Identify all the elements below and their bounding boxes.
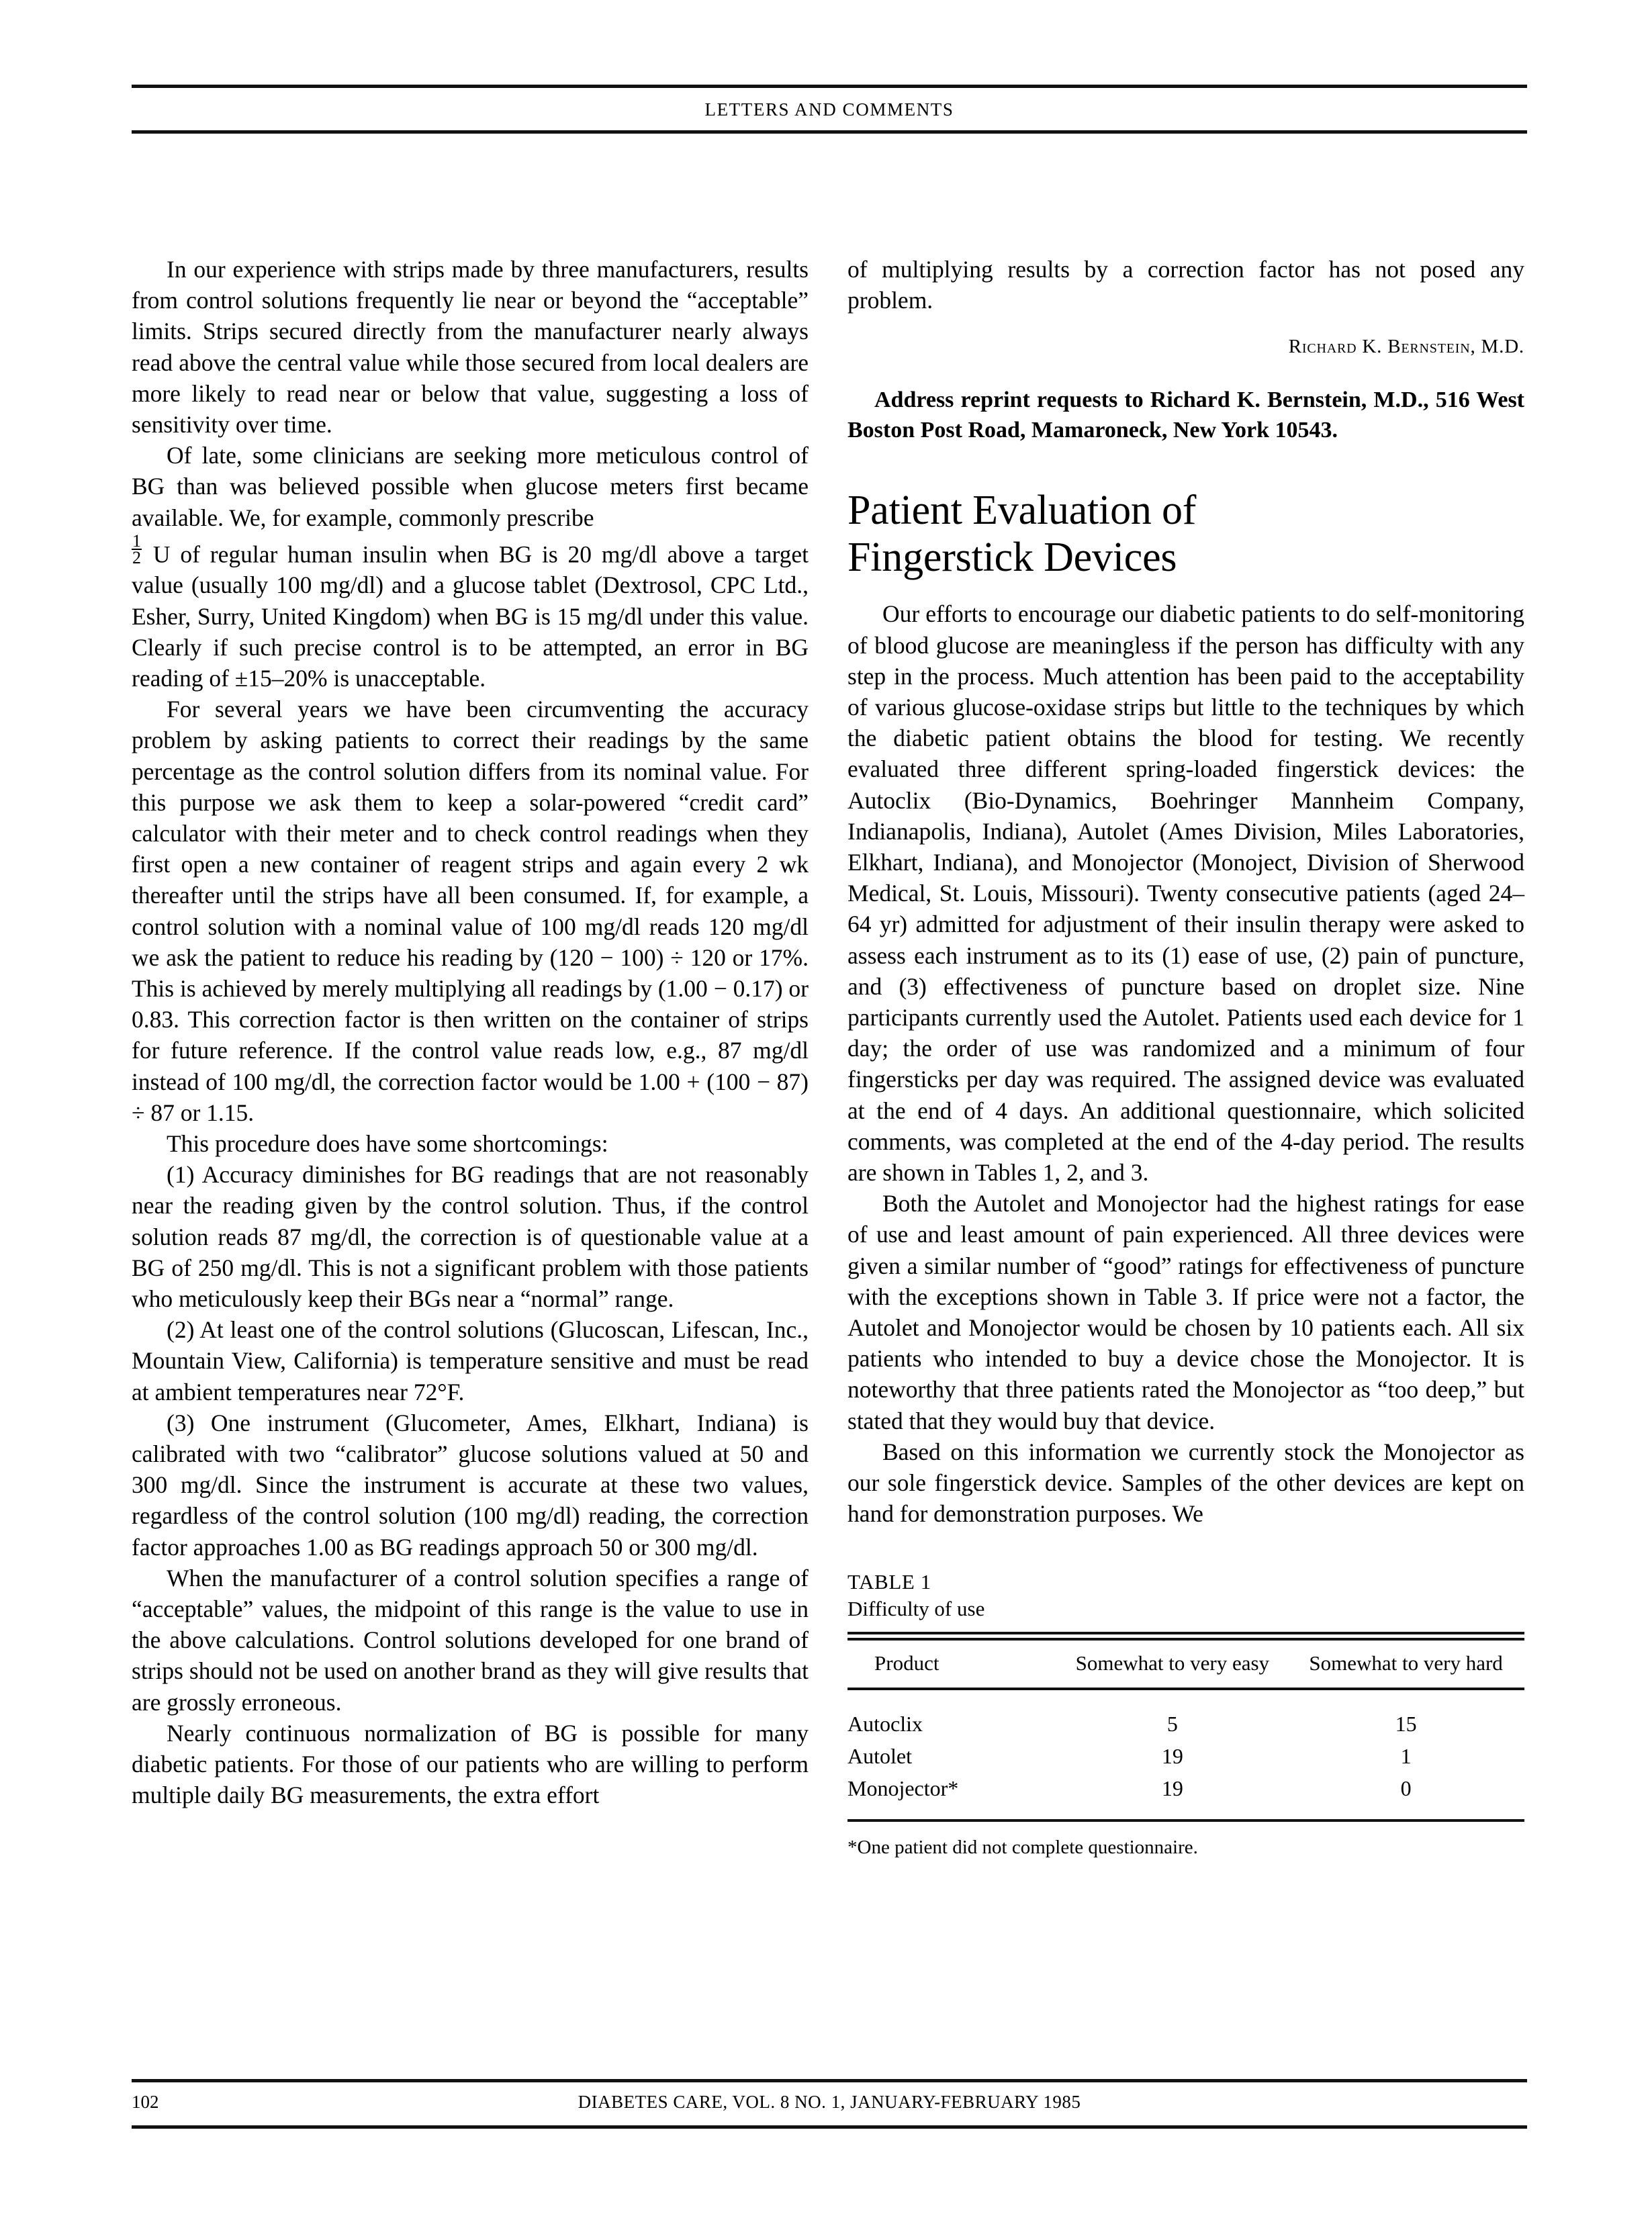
author-signature: Richard K. Bernstein, M.D. bbox=[1288, 336, 1524, 358]
table-row bbox=[847, 1740, 1524, 1772]
table-spacer bbox=[847, 1690, 1524, 1708]
running-head bbox=[132, 85, 1527, 134]
cell-hard: 15 bbox=[1395, 1711, 1417, 1736]
paragraph-with-fraction bbox=[132, 530, 809, 694]
running-head-rule-bottom bbox=[132, 130, 1527, 134]
fraction-numerator: 1 bbox=[132, 530, 141, 551]
reprint-address: Address reprint requests to Richard K. Bernstein, M.D., 516 West Boston Post Road, Mamaroneck, New York 10543. bbox=[847, 387, 1524, 443]
paragraph-text: U of regular human insulin when BG is 20 mg/dl above a target value (usually 100 mg/dl) and a glucose tablet (Dextrosol, CPC Ltd., Esher, Surry, United Kingdom) when BG is 15 mg/dl under this value. Clearly if such precise control is to be attempted, an error in BG reading of ±15–20% is unacceptable. bbox=[132, 541, 809, 692]
paragraph: (1) Accuracy diminishes for BG readings that are not reasonably near the reading given by the control solution. Thus, if the control solution reads 87 mg/dl, the correction is of questionable value at a BG of 250 mg/dl. This is not a significant problem with those patients who meticulously keep their BGs near a “normal” range. bbox=[132, 1161, 809, 1313]
column-header-product: Product bbox=[874, 1651, 939, 1675]
journal-citation: DIABETES CARE, VOL. 8 NO. 1, JANUARY-FEBRUARY 1985 bbox=[578, 2092, 1081, 2112]
paragraph: When the manufacturer of a control solution specifies a range of “acceptable” values, the midpoint of this range is the value to use in the above calculations. Control solutions developed for one brand of strips should not be used on another brand as they will give results that are grossly erroneous. bbox=[132, 1564, 809, 1716]
left-column bbox=[132, 254, 809, 1810]
fraction-denominator: 2 bbox=[132, 548, 141, 568]
table-number: TABLE 1 bbox=[847, 1569, 931, 1594]
page-footer bbox=[132, 2079, 1527, 2129]
table-header-row bbox=[847, 1641, 1524, 1688]
paragraph: In our experience with strips made by three manufacturers, results from control solutions frequently lie near or beyond the “acceptable” limits. Strips secured directly from the manufacturer nearly always read above the central value while those secured from local dealers are more likely to read near or below that value, suggesting a loss of sensitivity over time. bbox=[132, 256, 809, 438]
paragraph: Nearly continuous normalization of BG is possible for many diabetic patients. For those of our patients who are willing to perform multiple daily BG measurements, the extra effort bbox=[132, 1719, 809, 1809]
paragraph-text: Of late, some clinicians are seeking more meticulous control of BG than was believed possible when glucose meters first became available. We, for example, commonly prescribe bbox=[132, 442, 809, 531]
paragraph: Based on this information we currently stock the Monojector as our sole fingerstick device. Samples of the other devices are kept on hand for demonstration purposes. We bbox=[847, 1438, 1524, 1528]
cell-product: Monojector* bbox=[847, 1775, 959, 1800]
column-header-hard: Somewhat to very hard bbox=[1309, 1651, 1503, 1675]
table-rule-bottom bbox=[847, 1819, 1524, 1822]
paragraph bbox=[132, 440, 809, 533]
paragraph: For several years we have been circumventing the accuracy problem by asking patients to correct their readings by the same percentage as the control solution differs from its nominal value. For this purpose we ask them to keep a solar-powered “credit card” calculator with their meter and to check control readings when they first open a new container of reagent strips and again every 2 wk thereafter until the strips have all been consumed. If, for example, a control solution with a nominal value of 100 mg/dl reads 120 mg/dl we ask the patient to reduce his reading by (120 − 100) ÷ 120 or 17%. This is achieved by merely multiplying all readings by (1.00 − 0.17) or 0.83. This correction factor is then written on the container of strips for future reference. If the control value reads low, e.g., 87 mg/dl instead of 100 mg/dl, the correction factor would be 1.00 + (100 − 87) ÷ 87 or 1.15. bbox=[132, 696, 809, 1126]
cell-product: Autoclix bbox=[847, 1711, 923, 1736]
footer-line bbox=[132, 2082, 1527, 2125]
article-title-line-2: Fingerstick Devices bbox=[847, 535, 1177, 581]
table-spacer-row bbox=[847, 1690, 1524, 1708]
cell-hard: 1 bbox=[1400, 1743, 1412, 1768]
paragraph: (3) One instrument (Glucometer, Ames, Elkhart, Indiana) is calibrated with two “calibrator” glucose solutions valued at 50 and 300 mg/dl. Since the instrument is accurate at these two values, regardless of the control solution (100 mg/dl) reading, the correction factor approaches 1.00 as BG readings approach 50 or 300 mg/dl. bbox=[132, 1409, 809, 1561]
table-row bbox=[847, 1772, 1524, 1804]
table-1-block bbox=[847, 1570, 1524, 1859]
table-footnote: *One patient did not complete questionnaire. bbox=[847, 1836, 1198, 1858]
table-spacer-row bbox=[847, 1804, 1524, 1819]
table-rule-top bbox=[847, 1632, 1524, 1641]
paragraph: This procedure does have some shortcomings: bbox=[167, 1130, 608, 1157]
running-head-label: LETTERS AND COMMENTS bbox=[704, 99, 954, 120]
column-header-easy: Somewhat to very easy bbox=[1075, 1651, 1270, 1675]
paragraph: Our efforts to encourage our diabetic patients to do self-monitoring of blood glucose are meaningless if the person has difficulty with any step in the process. Much attention has been paid to the acceptability of various glucose-oxidase strips but little to the techniques by which the diabetic patient obtains the blood for testing. We recently evaluated three different spring-loaded fingerstick devices: the Autoclix (Bio-Dynamics, Boehringer Mannheim Company, Indianapolis, Indiana), Autolet (Ames Division, Miles Laboratories, Elkhart, Indiana), and Monojector (Monoject, Division of Sherwood Medical, St. Louis, Missouri). Twenty consecutive patients (aged 24–64 yr) admitted for adjustment of their insulin therapy were asked to assess each instrument as to its (1) ease of use, (2) pain of puncture, and (3) effectiveness of puncture based on droplet size. Nine participants currently used the Autolet. Patients used each device for 1 day; the order of use was randomized and a minimum of four fingersticks per day was required. The assigned device was evaluated at the end of 4 days. An additional questionnaire, which solicited comments, was completed at the end of the 4-day period. The results are shown in Tables 1, 2, and 3. bbox=[847, 600, 1524, 1187]
paragraph: (2) At least one of the control solutions (Glucoscan, Lifescan, Inc., Mountain View, California) is temperature sensitive and must be read at ambient temperatures near 72°F. bbox=[132, 1316, 809, 1405]
one-half-fraction bbox=[132, 530, 142, 568]
paragraph: Both the Autolet and Monojector had the highest ratings for ease of use and least amount of pain experienced. All three devices were given a similar number of “good” ratings for effectiveness of puncture with the exceptions shown in Table 3. If price were not a factor, the Autolet and Monojector would be chosen by 10 patients each. All six patients who intended to buy a device chose the Monojector. It is noteworthy that three patients rated the Monojector as “too deep,” but stated that they would buy that device. bbox=[847, 1190, 1524, 1434]
difficulty-of-use-table bbox=[847, 1641, 1524, 1688]
difficulty-of-use-table-body bbox=[847, 1690, 1524, 1819]
table-caption: Difficulty of use bbox=[847, 1596, 985, 1620]
table-row bbox=[847, 1708, 1524, 1740]
cell-hard: 0 bbox=[1400, 1775, 1412, 1800]
cell-easy: 19 bbox=[1161, 1775, 1183, 1800]
continuation-paragraph: of multiplying results by a correction factor has not posed any problem. bbox=[847, 256, 1524, 314]
article-title-line-1: Patient Evaluation of bbox=[847, 488, 1197, 534]
cell-easy: 19 bbox=[1161, 1743, 1183, 1768]
table-spacer bbox=[847, 1804, 1524, 1819]
page-number: 102 bbox=[132, 2092, 159, 2112]
right-column bbox=[847, 254, 1524, 1859]
footer-rule-bottom bbox=[132, 2125, 1527, 2129]
article-title bbox=[847, 487, 1524, 581]
table-header bbox=[847, 1641, 1524, 1688]
cell-easy: 5 bbox=[1166, 1711, 1178, 1736]
cell-product: Autolet bbox=[847, 1743, 912, 1768]
